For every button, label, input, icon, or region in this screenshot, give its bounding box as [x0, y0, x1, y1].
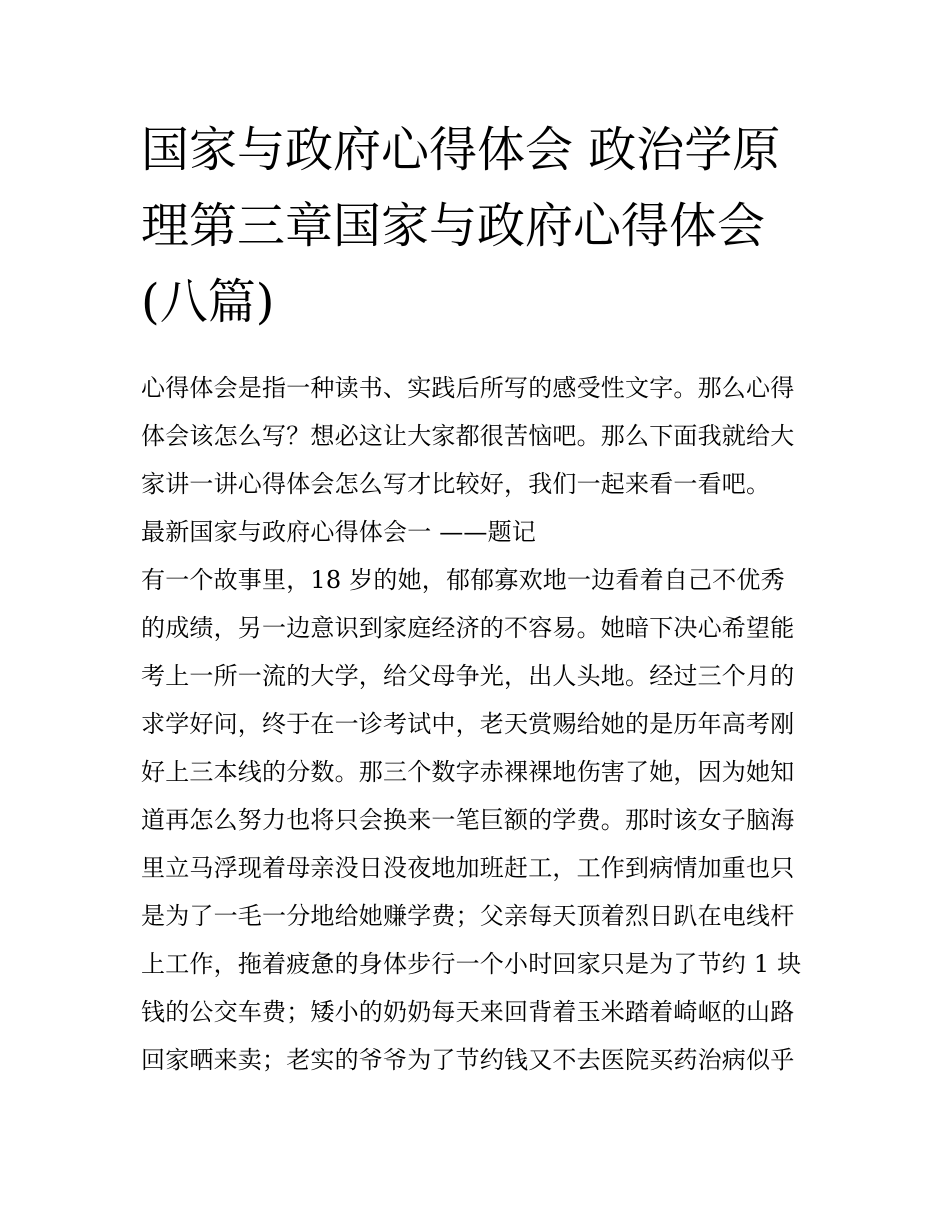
story-paragraph: [141, 556, 816, 1084]
section-heading: 最新国家与政府心得体会一 ——题记: [141, 518, 537, 546]
text-line: 钱的公交车费；矮小的奶奶每天来回背着玉米踏着崎岖的山路: [141, 998, 795, 1026]
text-line: 心得体会是指一种读书、实践后所写的感受性文字。那么心得: [141, 374, 795, 402]
text-line: 道再怎么努力也将只会换来一笔巨额的学费。那时该女子脑海: [141, 806, 795, 834]
text-line: 里立马浮现着母亲没日没夜地加班赶工，工作到病情加重也只: [141, 854, 795, 882]
text-line: 回家晒来卖；老实的爷爷为了节约钱又不去医院买药治病似乎: [141, 1046, 795, 1074]
title-line: 理第三章国家与政府心得体会: [141, 198, 766, 254]
document-body: [141, 364, 816, 1084]
text-line: 有一个故事里，18 岁的她，郁郁寡欢地一边看着自己不优秀: [141, 566, 785, 594]
text-line: 好上三本线的分数。那三个数字赤裸裸地伤害了她，因为她知: [141, 758, 795, 786]
title-line: 国家与政府心得体会 政治学原: [141, 122, 781, 178]
text-line: 体会该怎么写？想必这让大家都很苦恼吧。那么下面我就给大: [141, 422, 795, 450]
text-line: 考上一所一流的大学，给父母争光，出人头地。经过三个月的: [141, 662, 795, 690]
text-line: 家讲一讲心得体会怎么写才比较好，我们一起来看一看吧。: [141, 470, 771, 498]
title-line: (八篇): [141, 274, 275, 330]
text-line: 求学好问，终于在一诊考试中，老天赏赐给她的是历年高考刚: [141, 710, 795, 738]
text-line: 上工作，拖着疲惫的身体步行一个小时回家只是为了节约 1 块: [141, 950, 802, 978]
document-title: [141, 112, 816, 340]
page-content: [141, 112, 816, 1084]
text-line: 是为了一毛一分地给她赚学费；父亲每天顶着烈日趴在电线杆: [141, 902, 795, 930]
text-line: 的成绩，另一边意识到家庭经济的不容易。她暗下决心希望能: [141, 614, 795, 642]
intro-paragraph: [141, 364, 816, 508]
